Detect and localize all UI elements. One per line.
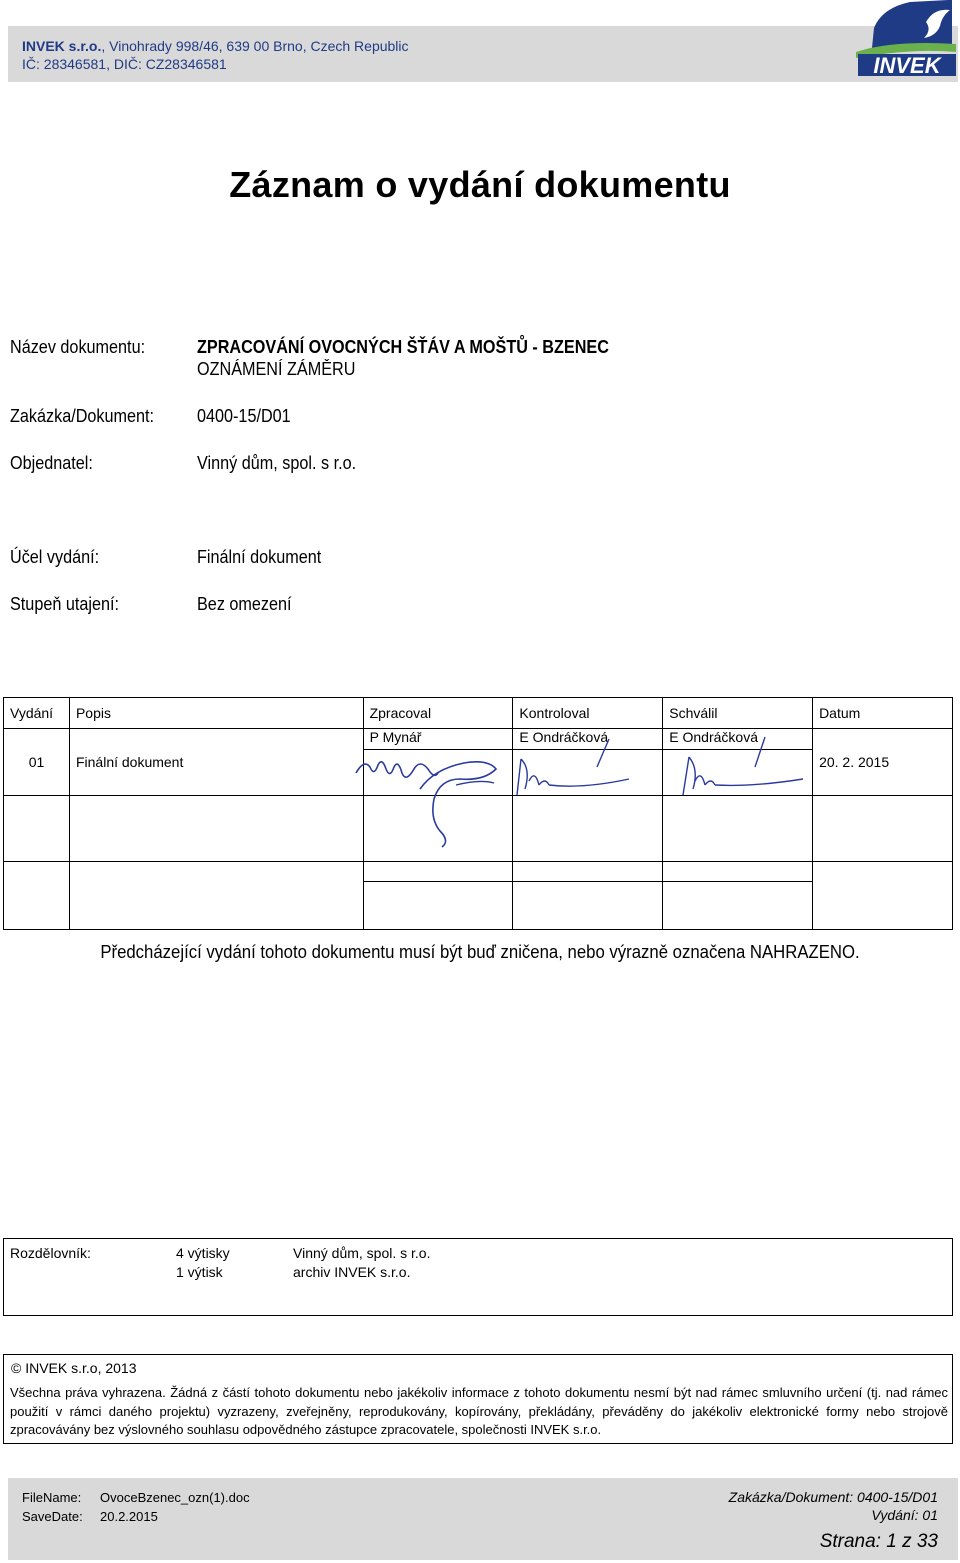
savedate-label: SaveDate:: [22, 1509, 83, 1524]
nazev-value-2: OZNÁMENÍ ZÁMĚRU: [197, 359, 356, 379]
empty-cell: [69, 796, 363, 862]
filename-label: FileName:: [22, 1490, 82, 1505]
empty-cell: [813, 796, 953, 862]
row-popis: Finální dokument: [69, 729, 363, 796]
invek-logo: [852, 0, 958, 78]
kontroloval-name: E Ondráčková: [519, 729, 609, 745]
row-kontroloval: [513, 729, 663, 796]
footer-bar: [8, 1478, 958, 1560]
nazev-value-1: ZPRACOVÁNÍ OVOCNÝCH ŠŤÁV A MOŠTŮ - BZENEC: [197, 337, 609, 357]
row-schvalil: [663, 729, 813, 796]
empty-cell: [69, 862, 363, 930]
table-header-row: [4, 698, 953, 729]
schvalil-name: E Ondráčková: [669, 729, 758, 745]
distribution-count: 4 výtisky: [176, 1245, 230, 1261]
footer-vydani: Vydání: 01: [871, 1507, 938, 1523]
ucel-label: Účel vydání:: [10, 547, 100, 567]
signature-mynar: [364, 729, 514, 879]
distribution-count: 1 výtisk: [176, 1264, 223, 1280]
header-popis: Popis: [69, 698, 363, 729]
row-vydani: 01: [4, 729, 70, 796]
header-datum: Datum: [813, 698, 953, 729]
table-row: [4, 729, 953, 796]
signature-ondrackova-1: [513, 729, 663, 796]
document-title: Záznam o vydání dokumentu: [229, 164, 731, 205]
empty-cell: [813, 862, 953, 930]
objednatel-value: Vinný dům, spol. s r.o.: [197, 453, 357, 473]
distribution-label: Rozdělovník:: [10, 1245, 91, 1261]
header-schvalil: Schválil: [663, 698, 813, 729]
empty-cell: [663, 862, 813, 882]
header-kontroloval: Kontroloval: [513, 698, 663, 729]
savedate-value: 20.2.2015: [100, 1509, 158, 1524]
footer-zakazka: Zakázka/Dokument: 0400-15/D01: [728, 1489, 938, 1505]
empty-cell: [663, 796, 813, 862]
logo-text: INVEK: [873, 53, 941, 78]
empty-cell: [663, 882, 813, 930]
zpracoval-name: P Mynář: [369, 729, 422, 745]
distribution-recipient: Vinný dům, spol. s r.o.: [293, 1245, 431, 1261]
distribution-box: [3, 1238, 953, 1316]
stupen-label: Stupeň utajení:: [10, 594, 119, 614]
header-zpracoval: Zpracoval: [363, 698, 513, 729]
supersede-notice: Předcházející vydání tohoto dokumentu musí být buď zničena, nebo výrazně označena NAHRAZENO.: [100, 942, 860, 962]
company-ids: IČ: 28346581, DIČ: CZ28346581: [22, 56, 227, 72]
zakazka-value: 0400-15/D01: [197, 406, 291, 426]
copyright-title: © INVEK s.r.o, 2013: [11, 1360, 137, 1376]
row-datum: 20. 2. 2015: [813, 729, 953, 796]
copyright-box: [3, 1354, 953, 1444]
empty-cell: [513, 862, 663, 882]
company-name: INVEK s.r.o.: [22, 38, 102, 54]
company-address: [22, 38, 409, 54]
empty-cell: [4, 796, 70, 862]
header-vydani: Vydání: [4, 698, 70, 729]
copyright-body: Všechna práva vyhrazena. Žádná z částí tohoto dokumentu nebo jakékoliv informace z tohoto dokumentu nesmí být nad rámec smluvního určení (tj. nad rámec použití v rámci daného projektu) vyzrazeny, zveřejněny, reprodukovány, kopírovány, překládány, převáděny do jakékoliv elektronické formy nebo strojově zpracovávány bez výslovného souhlasu odpovědného zástupce zpracovatele, společnosti INVEK s.r.o.: [10, 1385, 948, 1437]
nazev-label: Název dokumentu:: [10, 337, 146, 357]
distribution-recipient: archiv INVEK s.r.o.: [293, 1264, 411, 1280]
header-bar: [8, 26, 958, 82]
row-zpracoval: [363, 729, 513, 796]
objednatel-label: Objednatel:: [10, 453, 93, 473]
filename-value: OvoceBzenec_ozn(1).doc: [100, 1490, 250, 1505]
empty-cell: [513, 796, 663, 862]
revision-table: [3, 697, 953, 930]
empty-cell: [513, 882, 663, 930]
stupen-value: Bez omezení: [197, 594, 292, 614]
ucel-value: Finální dokument: [197, 547, 322, 567]
empty-cell: [4, 862, 70, 930]
empty-cell: [363, 882, 513, 930]
signature-ondrackova-2: [663, 729, 813, 796]
address: , Vinohrady 998/46, 639 00 Brno, Czech Republic: [101, 38, 409, 54]
zakazka-label: Zakázka/Dokument:: [10, 406, 155, 426]
footer-page-number: Strana: 1 z 33: [819, 1531, 938, 1552]
